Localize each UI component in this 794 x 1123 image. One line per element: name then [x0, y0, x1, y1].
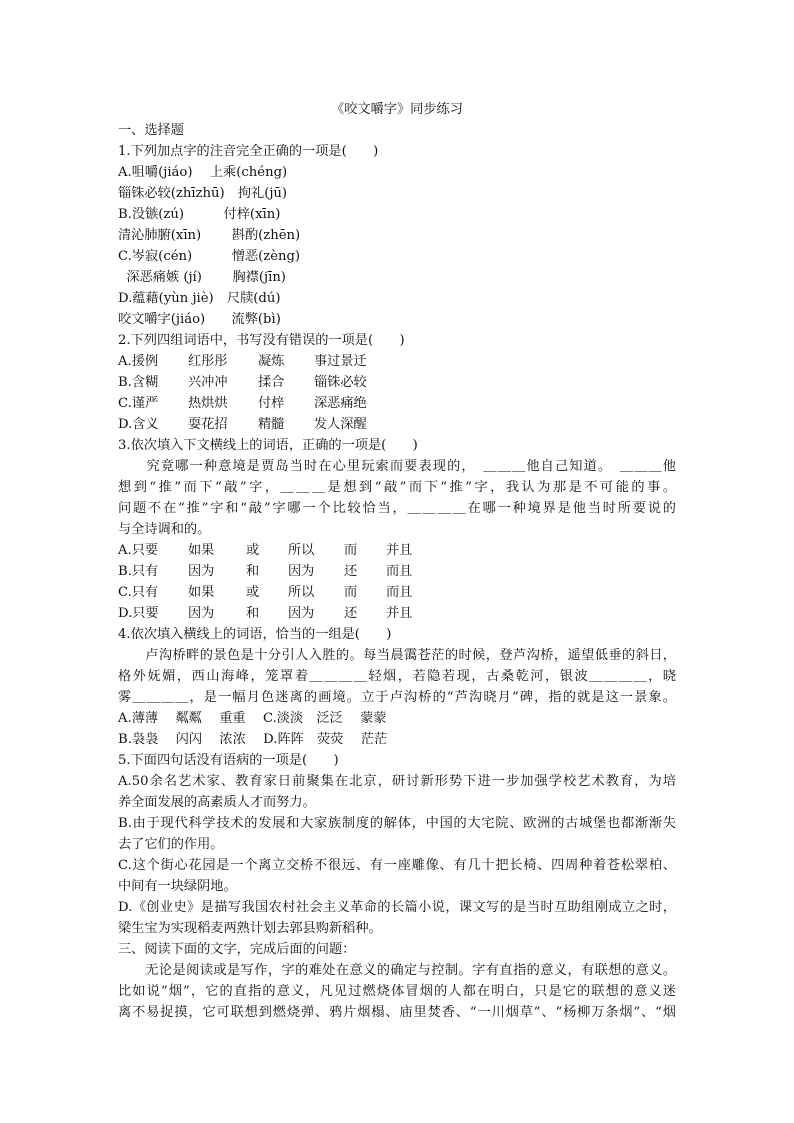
q2-option-word: B.含糊	[118, 375, 159, 390]
q1-line: 咬文嚼字(jiáo) 流弊(bì)	[118, 312, 281, 327]
q3-option-word: 如果	[188, 585, 215, 600]
q1-line: B.没镞(zú) 付梓(xīn)	[118, 207, 281, 222]
q3-option-word: 如果	[188, 543, 215, 558]
q4-passage-line: 卢沟桥畔的景色是十分引人入胜的。每当晨霭苍茫的时候，登芦沟桥，遥望低垂的斜日，	[118, 648, 676, 663]
q3-option-word: 或	[246, 585, 260, 600]
q5-option-d: D.《创业史》是描写我国农村社会主义革命的长篇小说，课文写的是当时互助组刚成立之时，	[118, 900, 676, 915]
q3-option-word: 因为	[188, 606, 215, 621]
q3-option-word: 因为	[288, 564, 315, 579]
q4-options-line: A.薄薄 粼粼 重重 C.淡淡 泛泛 蒙蒙	[118, 711, 387, 726]
q3-option-word: A.只要	[118, 543, 159, 558]
q2-option-word: C.谨严	[118, 396, 159, 411]
q2-option-word: D.含义	[118, 417, 159, 432]
q3-option-word: 和	[246, 564, 260, 579]
q4-options-line: B.袅袅 闪闪 浓浓 D.阵阵 荧荧 茫茫	[118, 732, 388, 747]
q3-option-word: 而	[344, 585, 358, 600]
q2-option-word: 耍花招	[188, 417, 228, 432]
q2-option-word: 精髓	[258, 417, 285, 432]
q3-option-word: B.只有	[118, 564, 159, 579]
q3-option-word: 还	[344, 564, 358, 579]
q3-passage-line: 问题不在“推”字和“敲”字哪一个比较恰当，＿＿＿＿在哪一种境界是他当时所要说的	[118, 501, 676, 516]
section-heading-reading: 三、阅读下面的文字，完成后面的问题：	[118, 942, 356, 957]
q3-option-word: 而且	[386, 564, 413, 579]
q2-option-word: 发人深醒	[314, 417, 367, 432]
q1-line: D.蕴藉(yùn jiè) 尺牍(dú)	[118, 291, 281, 306]
q3-option-word: 或	[246, 543, 260, 558]
question-5-stem: 5.下面四句话没有语病的一项是( )	[118, 753, 339, 768]
section-heading-choice: 一、选择题	[118, 123, 184, 138]
reading-passage-line: 离不易捉摸，它可联想到燃烧弹、鸦片烟榻、庙里焚香、“一川烟草”、“杨柳万条烟”、“烟	[118, 1005, 676, 1020]
question-4-stem: 4.依次填入横线上的词语，恰当的一组是( )	[118, 627, 392, 642]
q2-option-word: 深恶痛绝	[314, 396, 367, 411]
page-title: 《咬文嚼字》同步练习	[331, 102, 463, 117]
q1-line: 深恶痛嫉 (jí) 胸襟(jīn)	[118, 270, 286, 285]
question-1-stem: 1.下列加点字的注音完全正确的一项是( )	[118, 144, 379, 159]
q3-option-word: 所以	[288, 543, 315, 558]
q3-passage-line: 想到“推”而下“敲”字，＿＿＿是想到“敲”而下“推”字，我认为那是不可能的事。	[118, 480, 676, 495]
q5-option-a-cont: 养全面发展的高素质人才而努力。	[118, 795, 316, 810]
q5-option-c-cont: 中间有一块绿阴地。	[118, 879, 237, 894]
q3-option-word: D.只要	[118, 606, 159, 621]
q2-option-word: 锱铢必较	[314, 375, 367, 390]
q5-option-d-cont: 梁生宝为实现稻麦两熟计划去郭县购新稻种。	[118, 921, 382, 936]
q3-option-word: 并且	[386, 543, 413, 558]
q2-option-word: A.援例	[118, 354, 159, 369]
q5-option-b-cont: 去了它们的作用。	[118, 837, 224, 852]
q2-option-word: 热烘烘	[188, 396, 228, 411]
q1-line: A.咀嚼(jiáo) 上乘(chéng)	[118, 165, 288, 180]
q3-option-word: 还	[344, 606, 358, 621]
q5-option-a: A.50余名艺术家、教育家日前聚集在北京，研讨新形势下进一步加强学校艺术教育，为培	[118, 774, 676, 789]
q2-option-word: 红彤彤	[188, 354, 228, 369]
q2-option-word: 付梓	[258, 396, 285, 411]
q5-option-b: B.由于现代科学技术的发展和大家族制度的解体，中国的大宅院、欧洲的古城堡也都渐渐失	[118, 816, 676, 831]
q3-passage-line: 与全诗调和的。	[118, 522, 211, 537]
q3-option-word: C.只有	[118, 585, 159, 600]
reading-passage-line: 比如说“烟”，它的直指的意义，凡见过燃烧体冒烟的人都在明白，只是它的联想的意义迷	[118, 984, 676, 999]
q3-option-word: 因为	[188, 564, 215, 579]
q1-line: C.岑寂(cén) 憎恶(zèng)	[118, 249, 301, 264]
q3-option-word: 而	[344, 543, 358, 558]
q2-option-word: 凝炼	[258, 354, 285, 369]
q3-option-word: 所以	[288, 585, 315, 600]
q4-passage-line: 格外妩媚，西山海峰，笼罩着＿＿＿＿轻烟，若隐若现，古桑乾河，银波＿＿＿＿，晓	[118, 669, 676, 684]
q1-line: 锱铢必较(zhīzhū) 拘礼(jū)	[118, 186, 288, 201]
reading-passage-line: 无论是阅读或是写作，字的难处在意义的确定与控制。字有直指的意义，有联想的意义。	[118, 963, 676, 978]
q5-option-c: C.这个街心花园是一个离立交桥不很远、有一座雕像、有几十把长椅、四周种着苍松翠柏、	[118, 858, 676, 873]
q4-passage-line: 雾＿＿＿＿，是一幅月色迷离的画境。立于卢沟桥的“芦沟晓月”碑，指的就是这一景象。	[118, 690, 676, 705]
q3-option-word: 并且	[386, 606, 413, 621]
question-3-stem: 3.依次填入下文横线上的词语，正确的一项是( )	[118, 438, 418, 453]
question-2-stem: 2.下列四组词语中，书写没有错误的一项是( )	[118, 333, 405, 348]
q2-option-word: 揉合	[258, 375, 285, 390]
q2-option-word: 兴冲冲	[188, 375, 228, 390]
q3-option-word: 而且	[386, 585, 413, 600]
q1-line: 清沁肺腑(xīn) 斟酌(zhēn)	[118, 228, 301, 243]
q3-option-word: 和	[246, 606, 260, 621]
q3-passage-line: 究竟哪一种意境是贾岛当时在心里玩索而要表现的， ＿＿＿他自己知道。 ＿＿＿他	[118, 459, 676, 474]
q2-option-word: 事过景迁	[314, 354, 367, 369]
q3-option-word: 因为	[288, 606, 315, 621]
